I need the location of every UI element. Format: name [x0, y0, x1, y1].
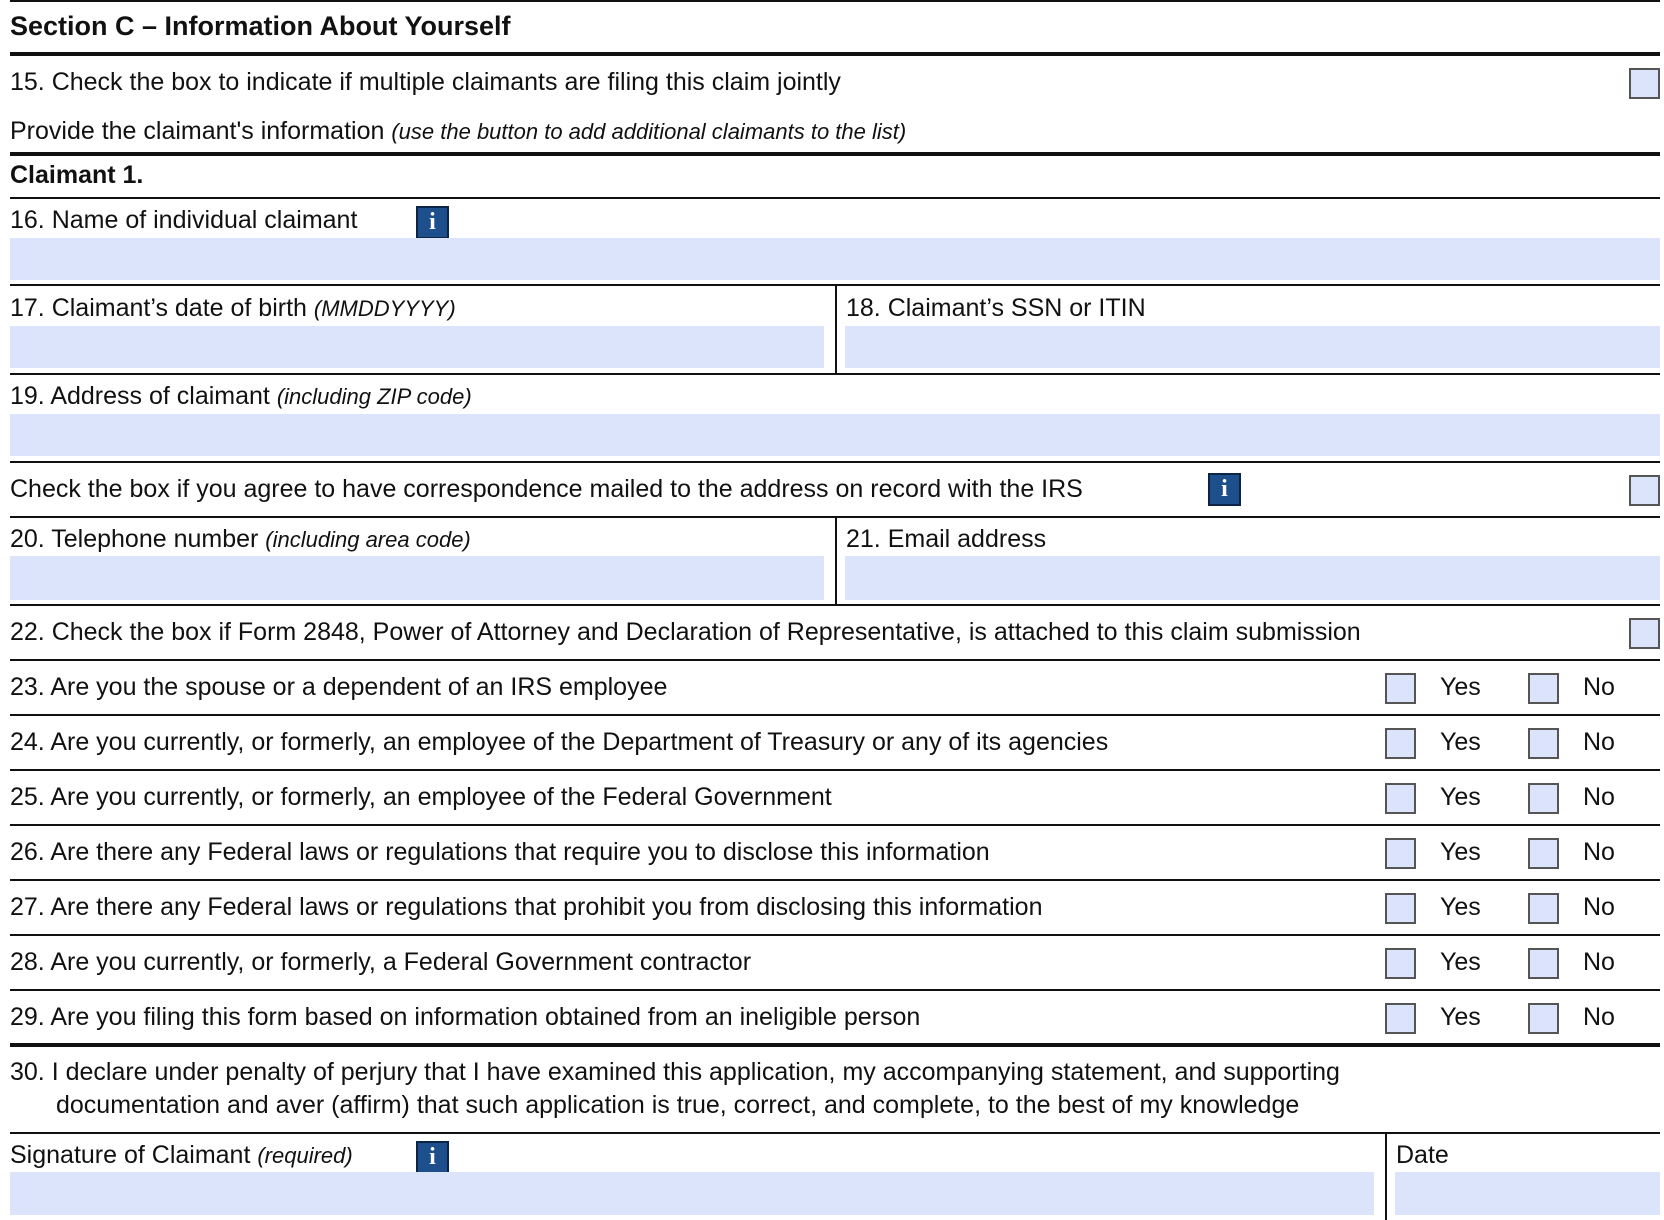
divider — [10, 1043, 1660, 1047]
joint-claim-checkbox[interactable] — [1629, 68, 1660, 99]
question-27-label: 27. Are there any Federal laws or regulations that prohibit you from disclosing this information — [10, 893, 1043, 921]
question-23-yes-checkbox[interactable] — [1385, 673, 1416, 704]
question-25-no-checkbox[interactable] — [1528, 783, 1559, 814]
no-label: No — [1583, 948, 1615, 976]
divider — [835, 285, 837, 374]
yes-label: Yes — [1440, 673, 1481, 701]
divider — [10, 934, 1660, 936]
question-24-yes-checkbox[interactable] — [1385, 728, 1416, 759]
question-26-yes-checkbox[interactable] — [1385, 838, 1416, 869]
correspondence-checkbox[interactable] — [1629, 475, 1660, 506]
yes-label: Yes — [1440, 893, 1481, 921]
q20-label — [10, 525, 471, 554]
question-29-yes-checkbox[interactable] — [1385, 1003, 1416, 1034]
yes-label: Yes — [1440, 1003, 1481, 1031]
question-29-label: 29. Are you filing this form based on information obtained from an ineligible person — [10, 1003, 921, 1031]
q16-label: 16. Name of individual claimant — [10, 206, 358, 234]
question-25-yes-checkbox[interactable] — [1385, 783, 1416, 814]
divider — [10, 373, 1660, 375]
question-27-yes-checkbox[interactable] — [1385, 893, 1416, 924]
date-input[interactable] — [1395, 1172, 1660, 1215]
divider — [10, 714, 1660, 716]
no-label: No — [1583, 838, 1615, 866]
no-label: No — [1583, 673, 1615, 701]
q21-label: 21. Email address — [846, 525, 1047, 553]
question-27-no-checkbox[interactable] — [1528, 893, 1559, 924]
divider — [10, 989, 1660, 991]
date-label: Date — [1396, 1141, 1449, 1169]
divider — [10, 879, 1660, 881]
q19-label — [10, 382, 472, 411]
signature-note: (required) — [257, 1143, 353, 1168]
q19-note: (including ZIP code) — [276, 384, 472, 409]
q17-note: (MMDDYYYY) — [313, 296, 456, 321]
section-title: Section C – Information About Yourself — [10, 11, 511, 41]
signature-label — [10, 1141, 353, 1170]
date-of-birth-input[interactable] — [10, 326, 824, 368]
question-23-label: 23. Are you the spouse or a dependent of an IRS employee — [10, 673, 668, 701]
q19-text: 19. Address of claimant — [10, 382, 270, 410]
divider — [10, 824, 1660, 826]
yes-label: Yes — [1440, 783, 1481, 811]
no-label: No — [1583, 893, 1615, 921]
address-input[interactable] — [10, 414, 1660, 456]
divider — [10, 0, 1660, 2]
signature-input[interactable] — [10, 1172, 1374, 1215]
question-28-label: 28. Are you currently, or formerly, a Federal Government contractor — [10, 948, 752, 976]
provide-label — [10, 117, 906, 146]
info-icon[interactable]: i — [416, 1141, 449, 1174]
question-25-label: 25. Are you currently, or formerly, an employee of the Federal Government — [10, 783, 832, 811]
question-28-yes-checkbox[interactable] — [1385, 948, 1416, 979]
question-24-no-checkbox[interactable] — [1528, 728, 1559, 759]
divider — [10, 1132, 1660, 1134]
yes-label: Yes — [1440, 948, 1481, 976]
divider — [10, 769, 1660, 771]
question-26-label: 26. Are there any Federal laws or regulations that require you to disclose this information — [10, 838, 990, 866]
yes-label: Yes — [1440, 728, 1481, 756]
q17-label — [10, 294, 456, 323]
correspondence-label: Check the box if you agree to have correspondence mailed to the address on record with the IRS — [10, 475, 1083, 503]
divider — [1385, 1133, 1387, 1220]
q18-label: 18. Claimant’s SSN or ITIN — [846, 294, 1146, 322]
ssn-itin-input[interactable] — [845, 326, 1660, 368]
form-2848-checkbox[interactable] — [1629, 618, 1660, 649]
question-23-no-checkbox[interactable] — [1528, 673, 1559, 704]
question-24-label: 24. Are you currently, or formerly, an employee of the Department of Treasury or any of its agencies — [10, 728, 1109, 756]
divider — [835, 517, 837, 605]
divider — [10, 461, 1660, 463]
q30-line2: documentation and aver (affirm) that such application is true, correct, and complete, to the best of my knowledge — [56, 1091, 1300, 1119]
q20-text: 20. Telephone number — [10, 525, 259, 553]
provide-text: Provide the claimant's information — [10, 117, 385, 145]
divider — [10, 152, 1660, 156]
q20-note: (including area code) — [265, 527, 471, 552]
claimant-heading: Claimant 1. — [10, 161, 144, 189]
q22-label: 22. Check the box if Form 2848, Power of Attorney and Declaration of Representative, is attached to this claim submission — [10, 618, 1361, 646]
question-28-no-checkbox[interactable] — [1528, 948, 1559, 979]
q30-line1: 30. I declare under penalty of perjury that I have examined this application, my accompanying statement, and supporting — [10, 1058, 1340, 1086]
question-29-no-checkbox[interactable] — [1528, 1003, 1559, 1034]
divider — [10, 197, 1660, 199]
yes-label: Yes — [1440, 838, 1481, 866]
question-26-no-checkbox[interactable] — [1528, 838, 1559, 869]
divider — [10, 604, 1660, 606]
claimant-name-input[interactable] — [10, 238, 1660, 280]
telephone-input[interactable] — [10, 556, 824, 600]
divider — [10, 52, 1660, 56]
q17-text: 17. Claimant’s date of birth — [10, 294, 307, 322]
email-input[interactable] — [845, 556, 1660, 600]
no-label: No — [1583, 1003, 1615, 1031]
info-icon[interactable]: i — [416, 206, 449, 239]
no-label: No — [1583, 783, 1615, 811]
no-label: No — [1583, 728, 1615, 756]
q15-label: 15. Check the box to indicate if multiple claimants are filing this claim jointly — [10, 68, 841, 96]
info-icon[interactable]: i — [1208, 473, 1241, 506]
divider — [10, 659, 1660, 661]
provide-note: (use the button to add additional claimants to the list) — [391, 119, 907, 144]
signature-text: Signature of Claimant — [10, 1141, 251, 1169]
